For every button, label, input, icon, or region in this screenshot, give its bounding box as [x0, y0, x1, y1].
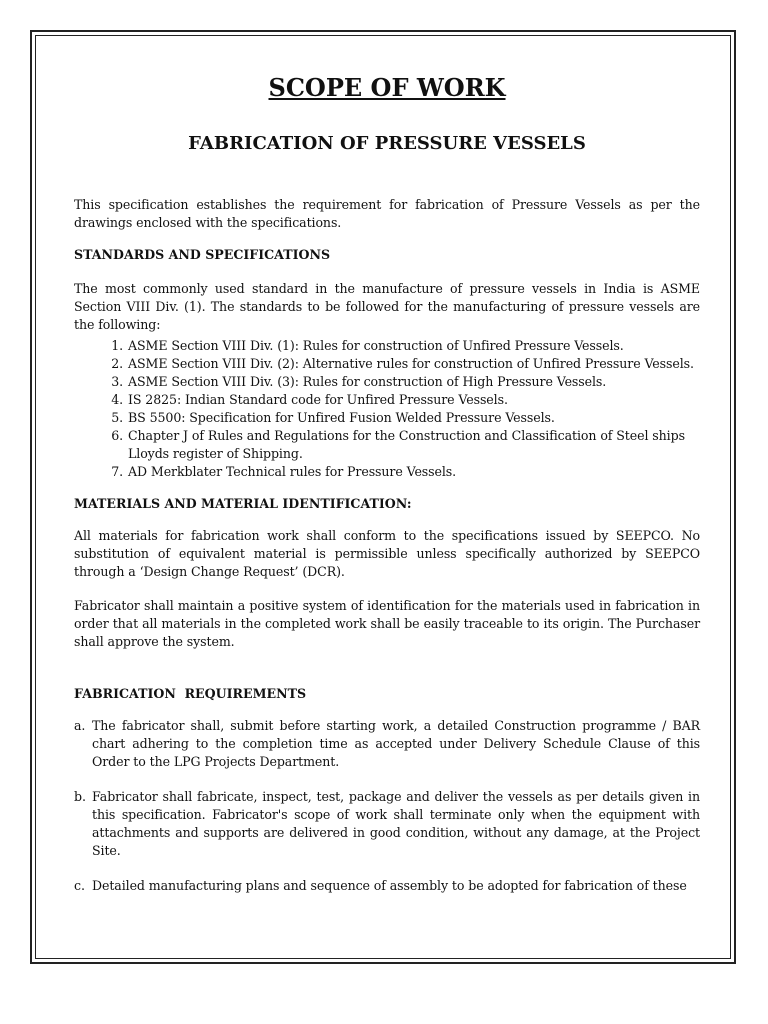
requirement-text: Detailed manufacturing plans and sequence of assembly to be adopted for fabrication of these	[92, 878, 687, 893]
requirement-text: Fabricator shall fabricate, inspect, test, package and deliver the vessels as per details given in this specification. Fabricator's scope of work shall terminate only when the equipment with attachments and supports are delivered in good condition, without any damage, at the Project Site.	[92, 789, 700, 858]
standards-list-item: 4. IS 2825: Indian Standard code for Unfired Pressure Vessels.	[127, 391, 700, 409]
fabrication-heading: FABRICATION REQUIREMENTS	[74, 686, 307, 701]
materials-heading: MATERIALS AND MATERIAL IDENTIFICATION:	[74, 496, 412, 511]
standards-list-item: 7. AD Merkblater Technical rules for Pressure Vessels.	[127, 463, 700, 481]
standards-list-item: 5. BS 5500: Specification for Unfired Fusion Welded Pressure Vessels.	[127, 409, 700, 427]
standards-heading: STANDARDS AND SPECIFICATIONS	[74, 247, 331, 262]
requirement-text: The fabricator shall, submit before starting work, a detailed Construction programme / BAR chart adhering to the completion time as accepted under Delivery Schedule Clause of this Order to the LPG Projects Department.	[92, 718, 700, 769]
standards-list	[74, 337, 700, 481]
requirement-marker: c.	[74, 878, 85, 893]
standards-paragraph: The most commonly used standard in the manufacture of pressure vessels in India is ASME Section VIII Div. (1). The standards to be followed for the manufacturing of pressure vessels are the following:	[74, 281, 700, 332]
document-page	[74, 70, 700, 895]
requirement-item	[74, 788, 700, 860]
requirement-marker: b.	[74, 789, 86, 804]
standards-list-item: 6. Chapter J of Rules and Regulations for the Construction and Classification of Steel ships Lloyds register of Shipping.	[127, 427, 700, 463]
requirement-marker: a.	[74, 718, 86, 733]
requirement-item	[74, 877, 700, 895]
standards-list-item: 1. ASME Section VIII Div. (1): Rules for construction of Unfired Pressure Vessels.	[127, 337, 700, 355]
intro-paragraph: This specification establishes the requirement for fabrication of Pressure Vessels as per the drawings enclosed with the specifications.	[74, 197, 700, 230]
materials-paragraph-2: Fabricator shall maintain a positive system of identification for the materials used in fabrication in order that all materials in the completed work shall be easily traceable to its origin. The Purchaser shall approve the system.	[74, 598, 700, 649]
materials-paragraph-1: All materials for fabrication work shall conform to the specifications issued by SEEPCO. No substitution of equivalent material is permissible unless specifically authorized by SEEPCO through a ‘Design Change Request’ (DCR).	[74, 528, 700, 579]
document-subtitle: FABRICATION OF PRESSURE VESSELS	[188, 133, 586, 154]
requirement-item	[74, 717, 700, 771]
standards-list-item: 2. ASME Section VIII Div. (2): Alternative rules for construction of Unfired Pressure Vessels.	[127, 355, 700, 373]
document-title: SCOPE OF WORK	[268, 73, 506, 102]
standards-list-item: 3. ASME Section VIII Div. (3): Rules for construction of High Pressure Vessels.	[127, 373, 700, 391]
